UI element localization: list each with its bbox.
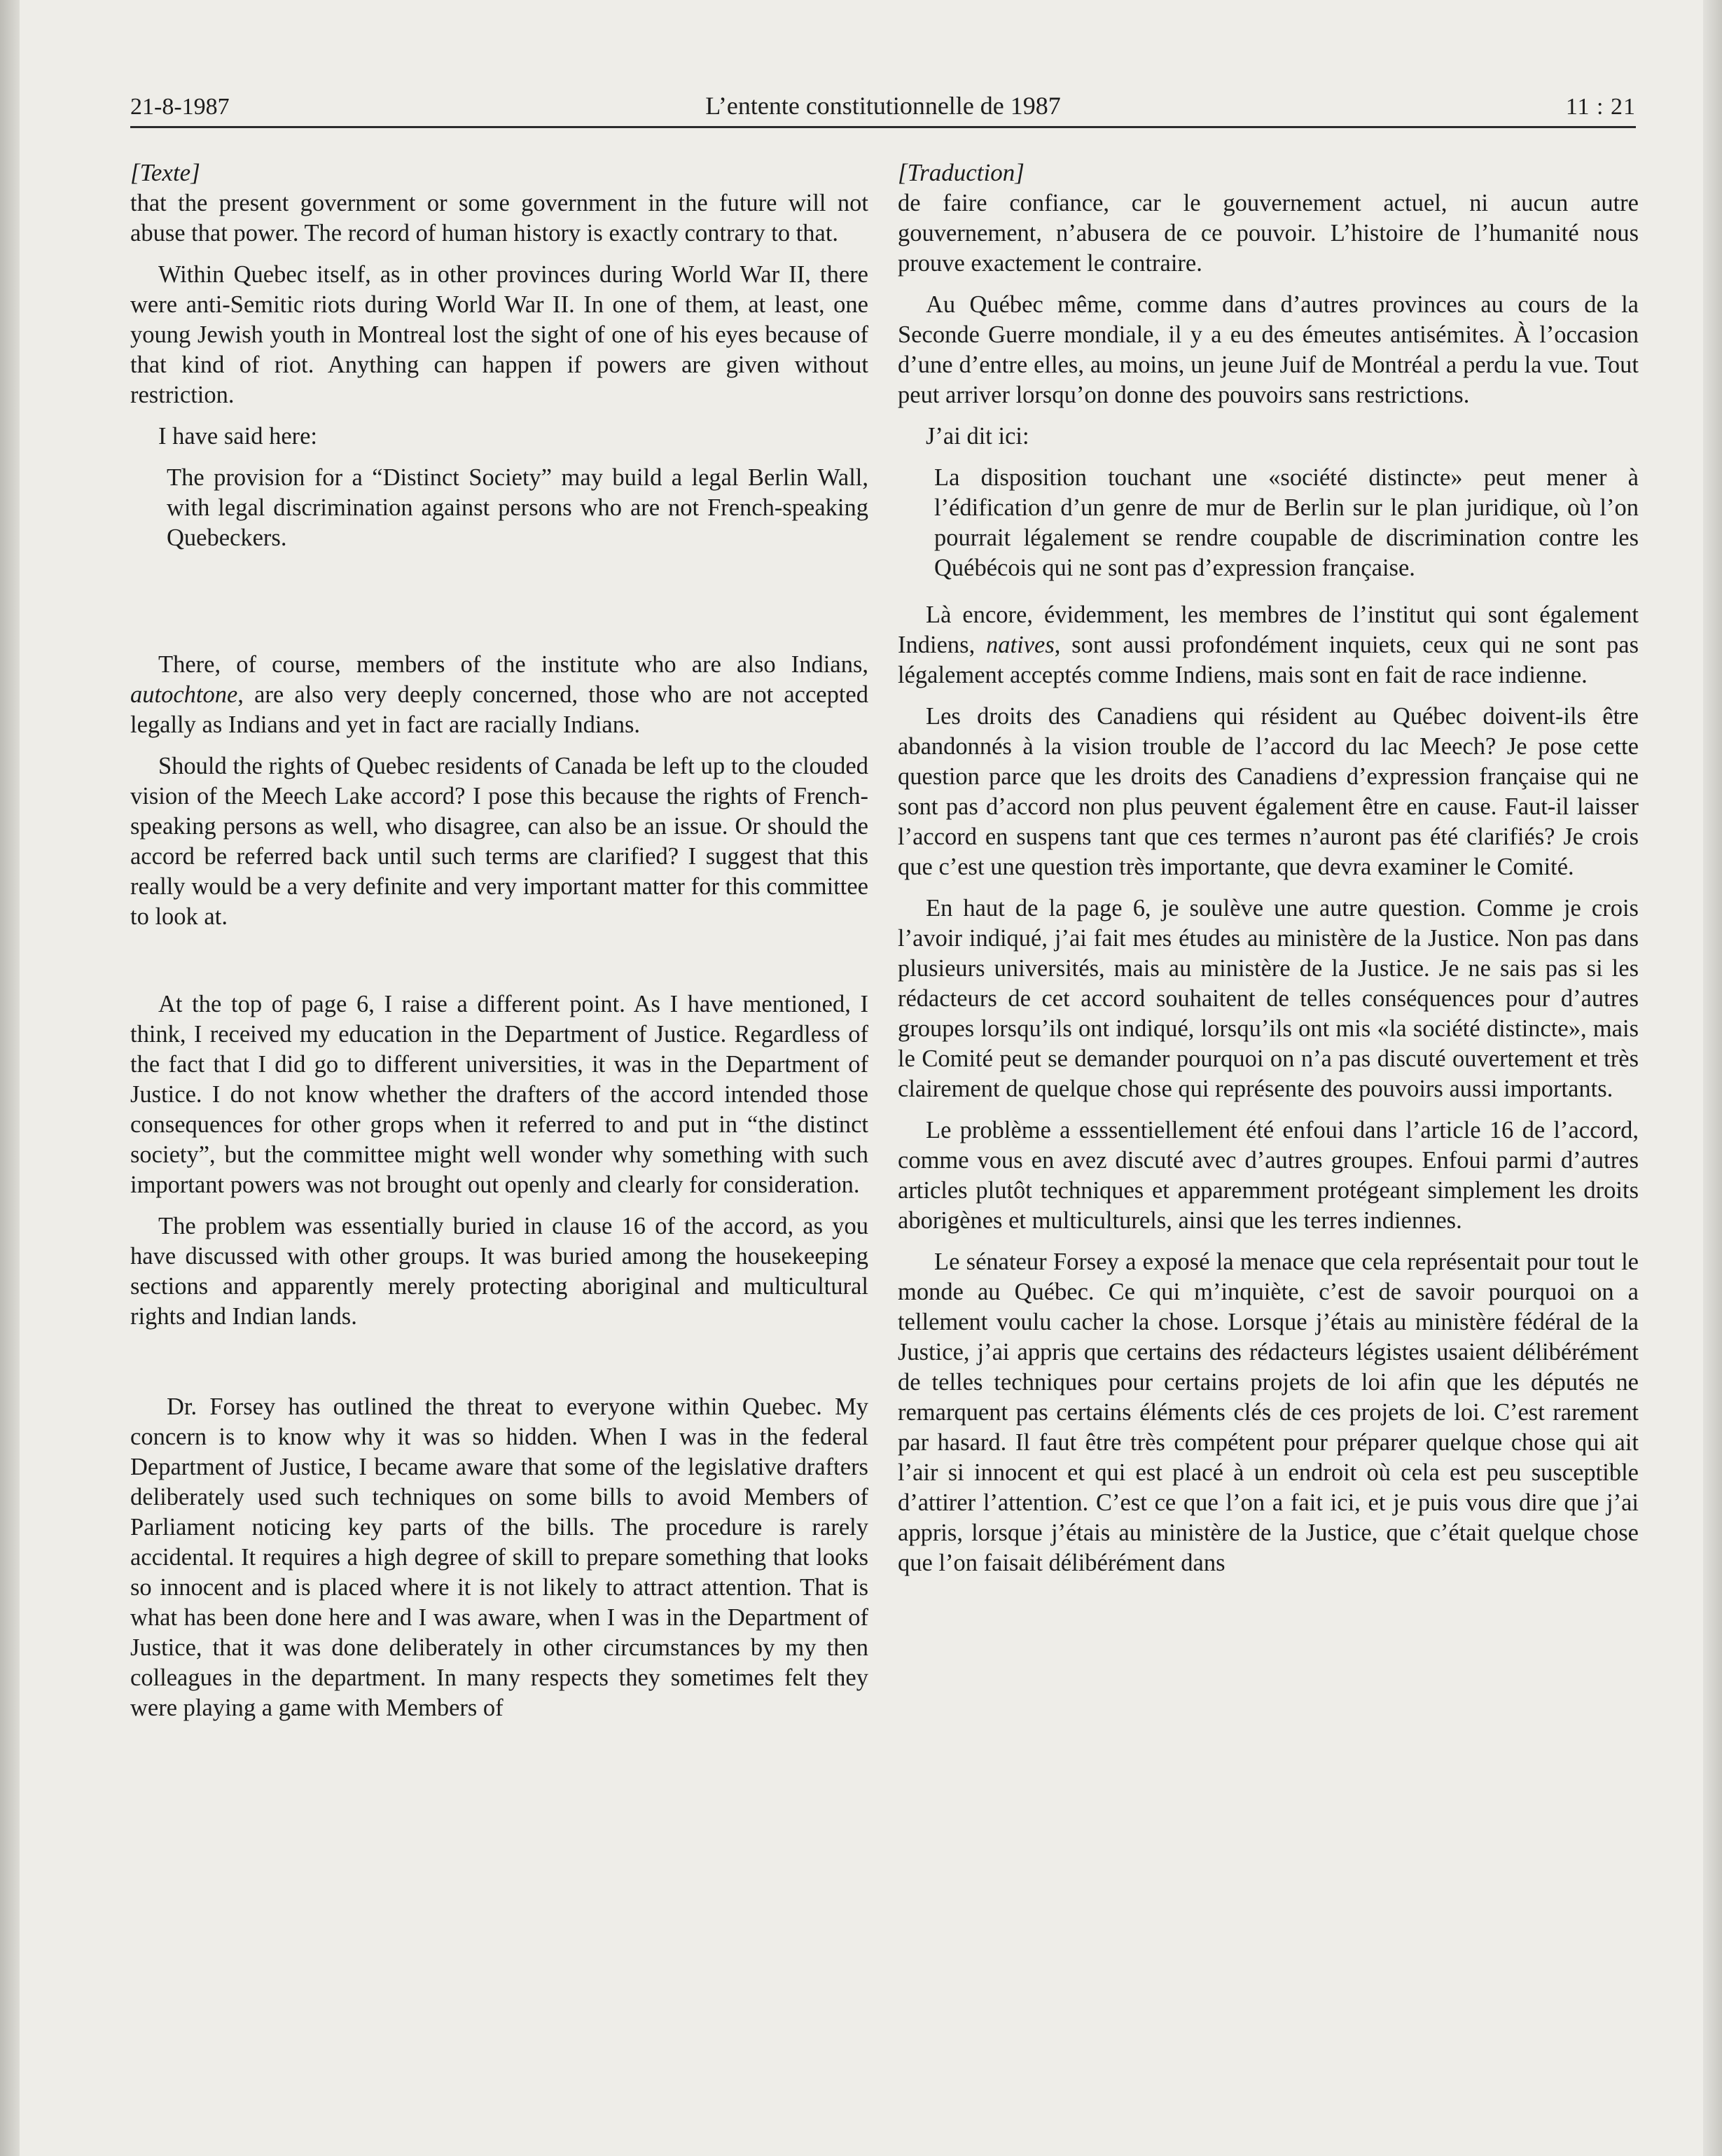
- paragraph: Within Quebec itself, as in other provinces during World War II, there were anti-Semitic riots during World War II. In one of them, at least, one young Jewish youth in Montreal lost the sight of one of his eyes because of that kind of riot. Anything can happen if powers are given without restriction.: [130, 261, 868, 408]
- header-page-number: 11 : 21: [1565, 94, 1636, 120]
- paragraph: At the top of page 6, I raise a different point. As I have mentioned, I think, I received my education in the Department of Justice. Regardless of the fact that I did go to different universities, it was in the Department of Justice. I do not know whether the drafters of the accord intended those consequences for other grops when it referred to and put in “the distinct society”, but the committee might well wonder why something with such important powers was not brought out openly and clearly for consideration.: [130, 991, 868, 1198]
- paragraph: J’ai dit ici:: [926, 423, 1029, 450]
- paragraph: Should the rights of Quebec residents of Canada be left up to the clouded vision of the Meech Lake accord? I pose this because the rights of French-speaking persons as well, who disagree, can also be an issue. Or should the accord be referred back until such terms are clarified? I suggest that this really would be a very definite and very important matter for this committee to look at.: [130, 753, 868, 930]
- quoted-paragraph: The provision for a “Distinct Society” may build a legal Berlin Wall, with legal discrimination against persons who are not French-speaking Quebeckers.: [167, 464, 868, 551]
- paragraph: Les droits des Canadiens qui résident au Québec doivent-ils être abandonnés à la vision trouble de l’accord du lac Meech? Je pose cette question parce que les droits des Canadiens d’expression française qui ne sont pas d’accord non plus peuvent également être en cause. Faut-il laisser l’accord en suspens tant que ces termes n’auront pas été clarifiés? Je crois que c’est une question très importante, que devra examiner le Comité.: [898, 703, 1639, 880]
- paragraph: The problem was essentially buried in clause 16 of the accord, as you have discussed with other groups. It was buried among the housekeeping sections and apparently merely protecting aboriginal and multicultural rights and Indian lands.: [130, 1213, 868, 1330]
- page-right-edge: [1703, 0, 1722, 2156]
- paragraph: that the present government or some government in the future will not abuse that power. The record of human history is exactly contrary to that.: [130, 190, 868, 246]
- paragraph: Dr. Forsey has outlined the threat to everyone within Quebec. My concern is to know why it was so hidden. When I was in the federal Department of Justice, I became aware that some of the legislative drafters deliberately used such techniques on some bills to avoid Members of Parliament noticing key parts of the bills. The procedure is rarely accidental. It requires a high degree of skill to prepare something that looks so innocent and is placed where it is not likely to attract attention. That is what has been done here and I was aware, when I was in the Department of Justice, that it was done deliberately in other circumstances by my then colleagues in the department. In many respects they sometimes felt they were playing a game with Members of: [130, 1393, 868, 1721]
- paragraph: Au Québec même, comme dans d’autres provinces au cours de la Seconde Guerre mondiale, il y a eu des émeutes antisémites. À l’occasion d’une d’entre elles, au moins, un jeune Juif de Montréal a perdu la vue. Tout peut arriver lorsqu’on donne des pouvoirs sans restrictions.: [898, 291, 1639, 408]
- paragraph: En haut de la page 6, je soulève une autre question. Comme je crois l’avoir indiqué, j’ai fait mes études au ministère de la Justice. Non pas dans plusieurs universités, mais au ministère de la Justice. Je ne sais pas si les rédacteurs de cet accord souhaitent de telles conséquences pour d’autres groupes lorsqu’ils ont indiqué, lorsqu’ils ont mis «la société distincte», mais le Comité peut se demander pourquoi on n’a pas discuté ouvertement et très clairement de quelque chose qui représente des pouvoirs aussi importants.: [898, 895, 1639, 1102]
- header-date: 21-8-1987: [130, 94, 230, 120]
- paragraph: Là encore, évidemment, les membres de l’institut qui sont également Indiens, natives, sont aussi profondément inquiets, ceux qui ne sont pas légalement acceptés comme Indiens, mais sont en fait de race indienne.: [898, 601, 1639, 688]
- traduction-label: [Traduction]: [898, 159, 1025, 186]
- page-left-edge: [0, 0, 20, 2156]
- paragraph-gap: [130, 1343, 868, 1392]
- paragraph-gap: [130, 943, 868, 989]
- header-title: L’entente constitutionnelle de 1987: [705, 92, 1061, 120]
- paragraph: Le problème a esssentiellement été enfoui dans l’article 16 de l’accord, comme vous en avez discuté avec d’autres groupes. Enfoui parmi d’autres articles plutôt techniques et apparemment protégeant simplement les droits aborigènes et multiculturels, ainsi que les terres indiennes.: [898, 1117, 1639, 1234]
- paragraph: There, of course, members of the institute who are also Indians, autochtone, are also very deeply concerned, those who are not accepted legally as Indians and yet in fact are racially Indians.: [130, 651, 868, 738]
- paragraph: Le sénateur Forsey a exposé la menace que cela représentait pour tout le monde au Québec. Ce qui m’inquiète, c’est de savoir pourquoi on a tellement voulu cacher la chose. Lorsque j’étais au ministère fédéral de la Justice, j’ai appris que certains des rédacteurs légistes usaient délibérément de telles techniques pour certains projets de loi afin que les députés ne remarquent pas certains éléments clés de ces projets de loi. C’est rarement par hasard. Il faut être très compétent pour préparer quelque chose qui ait l’air si innocent et qui est placé à un endroit où cela est peu susceptible d’attirer l’attention. C’est ce que l’on a fait ici, et je puis vous dire que j’ai appris, lorsque j’étais au ministère de la Justice, que c’était quelque chose que l’on faisait délibérément dans: [898, 1249, 1639, 1576]
- header-rule: [130, 126, 1636, 128]
- french-column: [898, 158, 1639, 1590]
- texte-label: [Texte]: [130, 159, 200, 186]
- paragraph-gap: [898, 594, 1639, 600]
- paragraph: I have said here:: [158, 423, 318, 450]
- paragraph-gap: [130, 564, 868, 650]
- running-header: [130, 83, 1636, 125]
- english-column: [130, 158, 868, 1734]
- quoted-paragraph: La disposition touchant une «société distincte» peut mener à l’édification d’un genre de mur de Berlin sur le plan juridique, où l’on pourrait légalement se rendre coupable de discrimination contre les Québécois qui ne sont pas d’expression française.: [934, 464, 1639, 581]
- paragraph: de faire confiance, car le gouvernement actuel, ni aucun autre gouvernement, n’abusera de ce pouvoir. L’histoire de l’humanité nous prouve exactement le contraire.: [898, 190, 1639, 277]
